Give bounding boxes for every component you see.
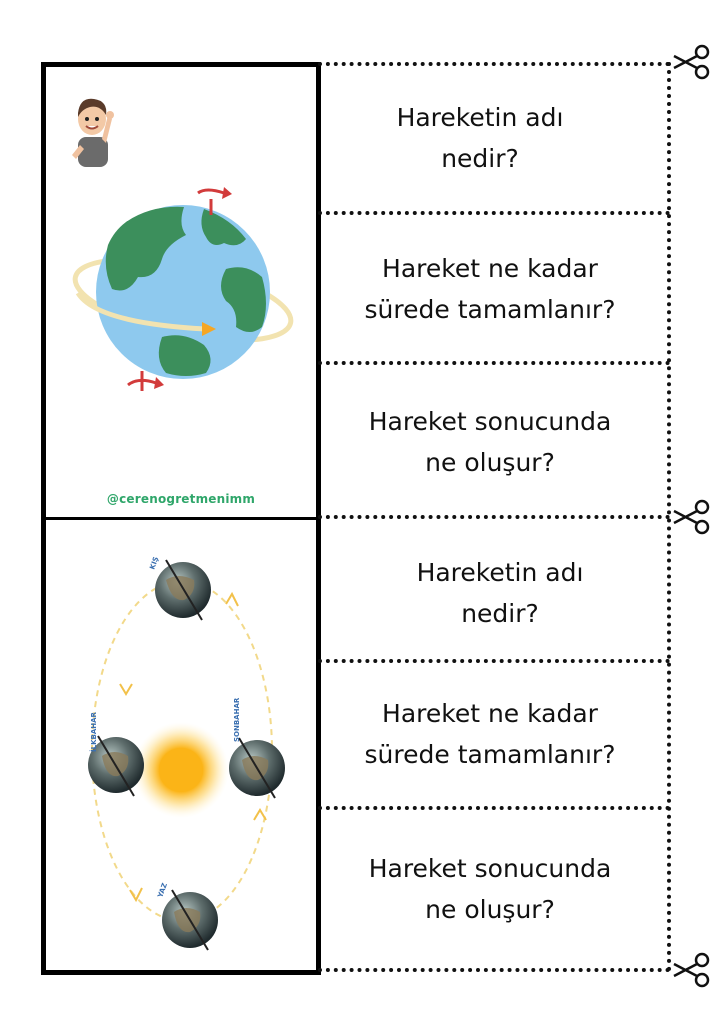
question-card1-result: Hareket sonucunda ne oluşur? — [368, 407, 612, 477]
avatar-icon — [70, 93, 114, 171]
cut-line — [318, 515, 670, 519]
seasons-orbit-diagram — [46, 520, 316, 970]
season-label-autumn: SONBAHAR — [233, 697, 241, 742]
question-card1-duration: Hareket ne kadar sürede tamamlanır? — [364, 254, 616, 324]
picture-frame — [41, 62, 321, 975]
scissors-icon — [672, 499, 712, 535]
question-card1-name: Hareketin adı nedir? — [396, 103, 564, 173]
revolution-panel — [46, 520, 316, 970]
question-card2-name: Hareketin adı nedir? — [416, 558, 584, 628]
cut-line — [318, 806, 670, 810]
credit-text: @cerenogretmenimm — [106, 492, 256, 506]
scissors-icon — [672, 952, 712, 988]
question-card2-duration: Hareket ne kadar sürede tamamlanır? — [364, 699, 616, 769]
question-card2-result: Hareket sonucunda ne oluşur? — [368, 854, 612, 924]
cut-line — [318, 659, 670, 663]
cut-line — [318, 968, 670, 972]
cut-line — [318, 62, 670, 66]
cut-line — [318, 211, 670, 215]
earth-rotation-icon — [66, 177, 296, 407]
earth-summer — [162, 890, 218, 950]
earth-winter — [155, 560, 211, 620]
scissors-icon — [672, 44, 712, 80]
season-label-winter: KIŞ — [148, 555, 161, 571]
earth-autumn — [229, 738, 285, 798]
cut-line — [318, 361, 670, 365]
cut-line-vertical — [667, 62, 671, 972]
season-label-summer: YAZ — [156, 881, 169, 899]
season-label-spring: İLKBAHAR — [90, 712, 98, 752]
rotation-panel — [46, 67, 316, 517]
